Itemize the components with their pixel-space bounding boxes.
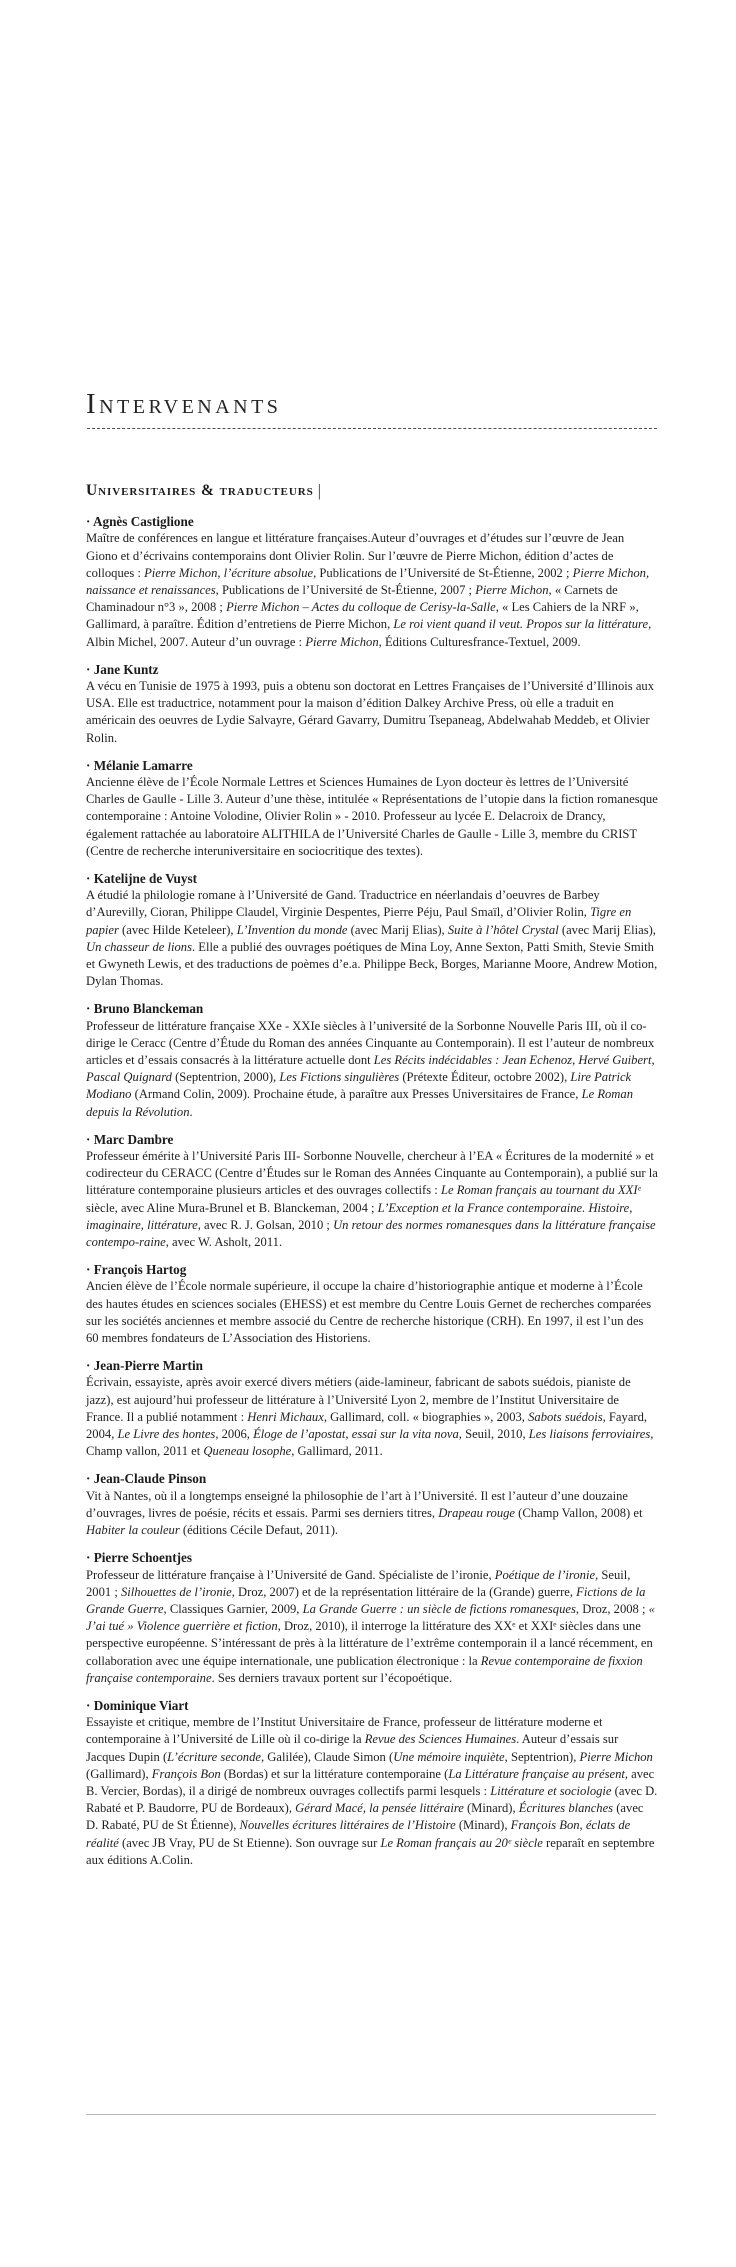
entry-name: · Agnès Castiglione (86, 514, 194, 530)
bio-text: (Champ Vallon, 2008) et (515, 1505, 643, 1520)
bio-text: (éditions Cécile Defaut, 2011). (179, 1523, 339, 1538)
entry-bio (86, 1278, 658, 1347)
book-title: Sabots suédois (528, 1409, 603, 1424)
book-title: Pierre Michon, l’écriture absolue (144, 565, 314, 580)
entry-bio (86, 1148, 658, 1251)
bio-text: (avec JB Vray, PU de St Etienne). Son ouvrage sur (118, 1835, 381, 1850)
bio-text: , Fayard, 2004, (86, 1409, 648, 1442)
section-heading-bar: | (317, 481, 322, 501)
bio-text: . Auteur d’essais sur Jacques Dupin ( (86, 1732, 619, 1764)
bio-text: . (189, 1104, 193, 1119)
book-title: Un retour des normes romanesques dans la littérature française contempo-raine (86, 1217, 656, 1250)
entries (86, 513, 658, 1869)
book-title: Drapeau rouge (438, 1505, 516, 1520)
entry-bio (86, 1018, 658, 1121)
book-title: L’écriture seconde (167, 1749, 261, 1764)
entry-name: · François Hartog (86, 1262, 187, 1278)
bio-text: , Droz, 2010), il interroge la littérature des XXᵉ et XXIᵉ siècles dans une perspective européenne. S’intéressant de près à la littérature de l’extrême contemporain il a lancé récemment, en collaboration avec une équipe internationale, une publication électronique : la (86, 1619, 653, 1668)
bio-text: Professeur émérite à l’Université Paris III- Sorbonne Nouvelle, chercheur à l’EA « Écritures de la modernité » et codirecteur du CERACC (Centre d’Études sur le Roman des Années Cinquante au Contemporain), a publié sur la littérature contemporaine plusieurs articles et des ouvrages collectifs : (86, 1149, 658, 1198)
book-title: Silhouettes de l’ironie (120, 1584, 232, 1599)
bio-text: (Minard), (455, 1818, 511, 1833)
bio-text: , Albin Michel, 2007. Auteur d’un ouvrage : (86, 617, 652, 649)
bio-text: Ancienne élève de l’École Normale Lettres et Sciences Humaines de Lyon docteur ès lettres de l’Université Charles de Gaulle - Lille 3. Auteur d’une thèse, intitulée « Représentations de l’utopie dans la fiction romanesque contemporaine : Antoine Volodine, Olivier Rolin » - 2010. Professeur au lycée E. Delacroix de Drancy, également rattachée au laboratoire ALITHILA de l’Université Charles de Gaulle - Lille 3, membre du CRIST (Centre de recherche interuniversitaire en sociocritique des textes). (86, 774, 658, 858)
entry (86, 1000, 658, 1120)
bio-text: , Galilée), Claude Simon ( (260, 1749, 394, 1764)
title-dashed-rule (87, 428, 657, 429)
entry (86, 757, 658, 860)
book-title: Le Roman français au tournant du XXIᵉ (440, 1183, 641, 1198)
entry-bio (86, 1488, 658, 1540)
bio-text: Professeur de littérature française XXe - XXIe siècles à l’université de la Sorbonne Nouvelle Paris III, où il co-dirige le Ceracc (Centre d’Étude du Roman des années Cinquante au Contemporain). Il est l’auteur de nombreux articles et d’essais consacrés à la littérature actuelle dont (86, 1018, 655, 1068)
book-title: Revue des Sciences Humaines (364, 1732, 517, 1747)
bio-text: (Septentrion, 2000), (171, 1070, 280, 1085)
bio-text: (Minard), (463, 1801, 519, 1816)
bio-text: , Gallimard, 2011. (291, 1444, 383, 1459)
bio-text: Écrivain, essayiste, après avoir exercé divers métiers (aide-lamineur, fabricant de sabots suédois, pianiste de jazz), est aujourd’hui professeur de littérature à l’Université Lyon 2, membre de l’Institut Universitaire de France. Il a publié notamment : (86, 1375, 631, 1424)
entry-bio (86, 530, 658, 650)
bio-text: , avec R. J. Golsan, 2010 ; (197, 1217, 334, 1232)
bio-text: , Publications de l’Université de St-Étienne, 2007 ; (215, 582, 476, 597)
page-title: Intervenants (86, 388, 282, 420)
bio-text: , Classiques Garnier, 2009, (163, 1601, 303, 1616)
book-title: Pierre Michon, naissance et renaissances (86, 565, 650, 597)
book-title: Henri Michaux (247, 1409, 324, 1424)
entry-bio (86, 1714, 658, 1869)
book-title: Pierre Michon (305, 634, 379, 649)
book-title: Pierre Michon (579, 1749, 653, 1764)
bio-text: , Droz, 2007) et de la représentation littéraire de la (Grande) guerre, (231, 1584, 577, 1599)
book-title: Le Roman français au 20ᵉ siècle (380, 1835, 543, 1850)
entry-name: · Pierre Schoentjes (86, 1550, 192, 1566)
bio-text: Maître de conférences en langue et littérature françaises.Auteur d’ouvrages et d’études sur l’œuvre de Jean Giono et d’écrivains contemporains dont Olivier Rolin. Sur l’œuvre de Pierre Michon, édition d’actes de colloques : (86, 531, 625, 580)
bio-text: (Prétexte Éditeur, octobre 2002), (399, 1070, 571, 1085)
bio-text: (avec Marij Elias), (558, 922, 656, 937)
bio-text: , avec W. Asholt, 2011. (165, 1235, 283, 1250)
bio-text: . Elle a publié des ouvrages poétiques de Mina Loy, Anne Sexton, Patti Smith, Stevie Smith et Gwyneth Lewis, et des traductions de poèmes d’e.a. Philippe Beck, Borges, Marianne Moore, Andrew Motion, Dylan Thomas. (86, 939, 658, 989)
bio-text: (avec D. Rabaté et P. Baudorre, PU de Bordeaux), (86, 1783, 658, 1816)
book-title: Le Livre des hontes (117, 1427, 216, 1442)
book-title: Les liaisons ferroviaires (528, 1427, 651, 1442)
book-title: François Bon, éclats de réalité (86, 1818, 631, 1850)
bio-text: (avec Marij Elias), (347, 922, 448, 937)
entry-bio (86, 678, 658, 747)
entry-bio (86, 887, 658, 990)
book-title: La Littérature française au présent (448, 1766, 625, 1781)
bio-text: (avec D. Rabaté, PU de St Étienne), (86, 1801, 644, 1833)
book-title: La Grande Guerre : un siècle de fictions romanesques (302, 1601, 576, 1616)
bio-text: . Ses derniers travaux portent sur l’écopoétique. (211, 1670, 453, 1685)
book-title: Pierre Michon, (475, 582, 552, 597)
book-title: Lire Patrick Modiano (86, 1070, 632, 1102)
book-title: L’Exception et la France contemporaine. Histoire, imaginaire, littérature (86, 1200, 633, 1232)
book-title: Éloge de l’apostat, essai sur la vita nova (253, 1427, 459, 1442)
book-title: Les Fictions singulières (279, 1070, 400, 1085)
book-title: Queneau losophe (203, 1444, 292, 1459)
entry-bio (86, 1567, 658, 1687)
entry-name: · Marc Dambre (86, 1131, 174, 1147)
bio-text: (Armand Colin, 2009). Prochaine étude, à paraître aux Presses Universitaires de France, (131, 1087, 582, 1102)
bio-text: (Bordas) et sur la littérature contemporaine ( (220, 1766, 449, 1781)
bio-text: Vit à Nantes, où il a longtemps enseigné la philosophie de l’art à l’Université. Il est l’auteur d’une douzaine d’ouvrages, livres de poésie, récits et essais. Parmi ses derniers titres, (86, 1488, 629, 1520)
entry-bio (86, 774, 658, 860)
bio-text: , Septentrion), (504, 1749, 580, 1764)
book-title: Nouvelles écritures littéraires de l’Histoire (239, 1818, 456, 1833)
book-title: Suite à l’hôtel Crystal (447, 922, 559, 937)
book-title: Littérature et sociologie (490, 1783, 612, 1798)
book-title: Un chasseur de lions (86, 939, 192, 954)
entry (86, 1261, 658, 1347)
bio-text: siècle, avec Aline Mura-Brunel et B. Blanckeman, 2004 ; (86, 1200, 378, 1215)
book-title: Écritures blanches (518, 1801, 614, 1816)
bio-text: , Seuil, 2001 ; (86, 1567, 631, 1599)
entry-name: · Katelijne de Vuyst (86, 870, 198, 886)
section-heading-label: Universitaires & traducteurs (86, 482, 314, 500)
book-title: L’Invention du monde (236, 922, 348, 937)
bio-text: reparaît en septembre aux éditions A.Colin. (86, 1835, 655, 1867)
book-title: Le Roman depuis la Révolution (86, 1087, 633, 1119)
book-title: Poétique de l’ironie (494, 1567, 596, 1582)
bio-text: A étudié la philologie romane à l’Université de Gand. Traductrice en néerlandais d’oeuvres de Barbey d’Aurevilly, Cioran, Philippe Claudel, Virginie Despentes, Pierre Péju, Paul Smaïl, d’Olivier Rolin, (86, 888, 600, 920)
book-title: Habiter la couleur (86, 1523, 180, 1538)
entry-name: · Jean-Pierre Martin (86, 1358, 203, 1374)
bio-text: , Gallimard, coll. « biographies », 2003, (323, 1409, 529, 1424)
book-title: Pierre Michon – Actes du colloque de Cerisy-la-Salle (226, 600, 496, 615)
bio-text: Essayiste et critique, membre de l’Institut Universitaire de France, professeur de littérature moderne et contemporaine à l’Université de Lille où il co-dirige la (86, 1715, 603, 1747)
section-heading (86, 481, 658, 500)
entry (86, 1470, 658, 1539)
book-title: « J’ai tué » Violence guerrière et fiction (86, 1601, 655, 1634)
bio-text: « Carnets de Chaminadour n°3 », 2008 ; (86, 582, 618, 615)
bio-text: , avec B. Vercier, Bordas), il a dirigé de nombreux ouvrages collectifs parmi lesquels : (86, 1766, 655, 1798)
bio-text: (Gallimard), (86, 1766, 152, 1781)
entry (86, 513, 658, 651)
book-title: Gérard Macé, la pensée littéraire (295, 1801, 464, 1816)
entry-name: · Bruno Blanckeman (86, 1001, 204, 1017)
document-page (86, 0, 658, 1869)
book-title: Fictions de la Grande Guerre (86, 1584, 646, 1616)
bio-text: Professeur de littérature française à l’Université de Gand. Spécialiste de l’ironie, (86, 1567, 495, 1582)
book-title: Revue contemporaine de fixxion française contemporaine (86, 1653, 643, 1685)
bio-text: , « Les Cahiers de la NRF », Gallimard, à paraître. Édition d’entretiens de Pierre Michon, (86, 600, 639, 632)
bio-text: , Seuil, 2010, (458, 1427, 529, 1442)
entry (86, 1131, 658, 1251)
book-title: Une mémoire inquiète (393, 1749, 505, 1764)
book-title: Tigre en papier (86, 905, 632, 937)
bio-text: A vécu en Tunisie de 1975 à 1993, puis a obtenu son doctorat en Lettres Françaises de l’Université d’Illinois aux USA. Elle est traductrice, notamment pour la maison d’édition Dalkey Archive Press, où elle a traduit en américain des oeuvres de Lydie Salvayre, Gérard Gavarry, Dumitru Tsepaneag, Abdelwahab Meddeb, et Olivier Rolin. (86, 678, 655, 745)
entry-name: · Mélanie Lamarre (86, 757, 193, 773)
entry (86, 870, 658, 990)
bio-text: (avec Hilde Keteleer), (118, 922, 237, 937)
entry (86, 1357, 658, 1460)
bio-text: , Champ vallon, 2011 et (86, 1427, 654, 1459)
book-title: Le roi vient quand il veut. Propos sur la littérature (393, 617, 649, 632)
entry-name: · Jane Kuntz (86, 661, 159, 677)
entry (86, 1697, 658, 1869)
book-title: François Bon (151, 1766, 221, 1781)
footer-rule (86, 2114, 656, 2115)
entry-name: · Jean-Claude Pinson (86, 1471, 207, 1487)
bio-text: Ancien élève de l’École normale supérieure, il occupe la chaire d’historiographie antique et moderne à l’École des hautes études en sciences sociales (EHESS) et est membre du Centre Louis Gernet de recherches comparées sur les sociétés anciennes et membre associé du Centre de recherche historique (CRH). En 1997, il est l’un des 60 membres fondateurs de L’Association des Historiens. (86, 1279, 652, 1346)
book-title: Les Récits indécidables : Jean Echenoz, Hervé Guibert, Pascal Quignard (86, 1053, 655, 1085)
entry-name: · Dominique Viart (86, 1697, 189, 1713)
entry (86, 661, 658, 747)
bio-text: , Droz, 2008 ; (575, 1601, 649, 1616)
bio-text: , Éditions Culturesfrance-Textuel, 2009. (378, 634, 581, 649)
bio-text: , 2006, (215, 1427, 254, 1442)
bio-text: , Publications de l’Université de St-Étienne, 2002 ; (313, 565, 573, 580)
entry (86, 1549, 658, 1687)
entry-bio (86, 1374, 658, 1460)
